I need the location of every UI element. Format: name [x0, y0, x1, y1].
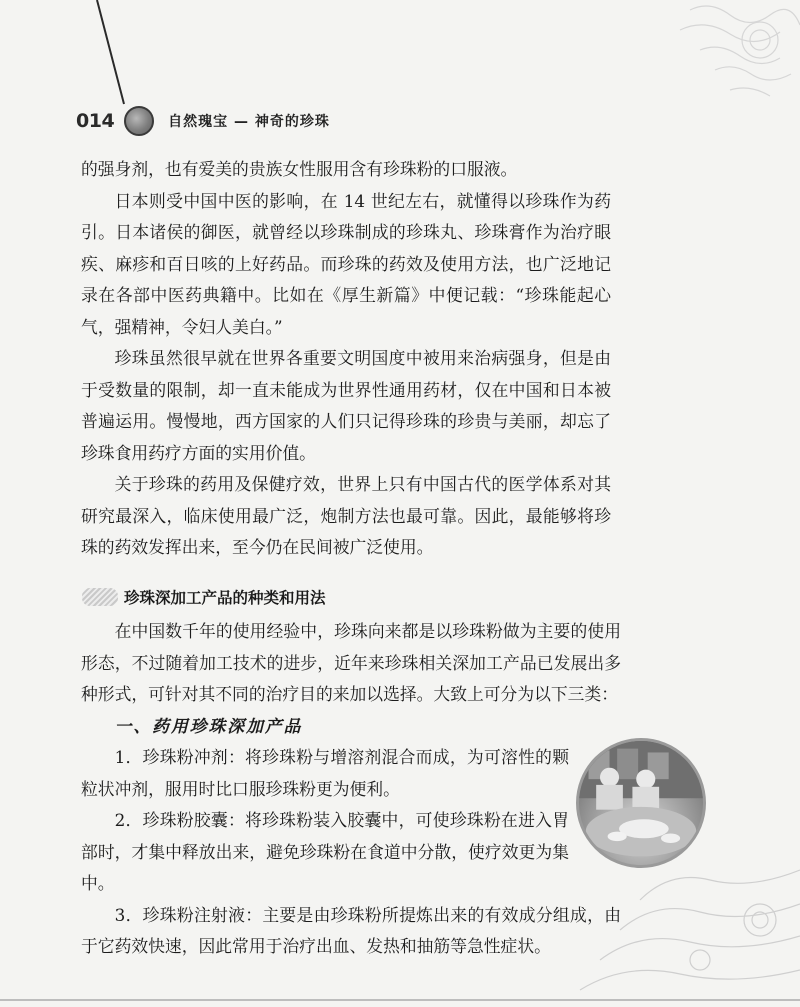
paragraph: 珍珠虽然很早就在世界各重要文明国度中被用来治病强身，但是由于受数量的限制，却一直未能成为世界性通用药材，仅在中国和日本被普遍运用。慢慢地，西方国家的人们只记得珍珠的珍贵与美丽，却忘了珍珠食用药疗方面的实用价值。: [81, 348, 611, 463]
header-circle-icon: [124, 106, 154, 136]
list-item: 2．珍珠粉胶囊：将珍珠粉装入胶囊中，可使珍珠粉在进入胃部时，才集中释放出来，避免珍珠粉在食道中分散，使疗效更为集中。: [81, 810, 569, 893]
paragraph: 在中国数千年的使用经验中，珍珠向来都是以珍珠粉做为主要的使用形态，不过随着加工技术的进步，近年来珍珠相关深加工产品已发展出多种形式，可针对其不同的治疗目的来加以选择。大致上可分为以下三类：: [81, 621, 621, 704]
list-item: 1．珍珠粉冲剂：将珍珠粉与增溶剂混合而成，为可溶性的颗粒状冲剂，服用时比口服珍珠粉更为便利。: [81, 747, 569, 799]
book-title: 自然瑰宝 — 神奇的珍珠: [168, 114, 330, 130]
pearl-processing-photo: [576, 738, 706, 868]
section-heading: [82, 586, 326, 608]
subheading: 一、药用珍珠深加产品: [114, 715, 303, 736]
page-header: [76, 106, 330, 136]
page-number: 014: [76, 110, 115, 132]
paragraph: 关于珍珠的药用及保健疗效，世界上只有中国古代的医学体系对其研究最深入，临床使用最广泛，炮制方法也最可靠。因此，最能够将珍珠的药效发挥出来，至今仍在民间被广泛使用。: [81, 474, 611, 557]
body-text-top: [81, 154, 611, 564]
paragraph: 日本则受中国中医的影响，在 14 世纪左右，就懂得以珍珠作为药引。日本诸侯的御医，就曾经以珍珠制成的珍珠丸、珍珠膏作为治疗眼疾、麻疹和百日咳的上好药品。而珍珠的药效及使用方法，也广泛地记录在各部中医药典籍中。比如在《厚生新篇》中便记载：“珍珠能起心气，强精神，令妇人美白。”: [81, 190, 611, 337]
top-right-wave-pattern: [680, 6, 800, 96]
section-title: 珍珠深加工产品的种类和用法: [124, 589, 326, 607]
paragraph: 的强身剂，也有爱美的贵族女性服用含有珍珠粉的口服液。: [81, 159, 518, 179]
photo-illustration: [579, 741, 703, 865]
header-string-line: [97, 0, 124, 104]
section-ornament-icon: [82, 588, 118, 606]
list-item: 3．珍珠粉注射液：主要是由珍珠粉所提炼出来的有效成分组成，由于它药效快速，因此常用于治疗出血、发热和抽筋等急性症状。: [81, 904, 621, 956]
body-text-section: [81, 616, 621, 963]
